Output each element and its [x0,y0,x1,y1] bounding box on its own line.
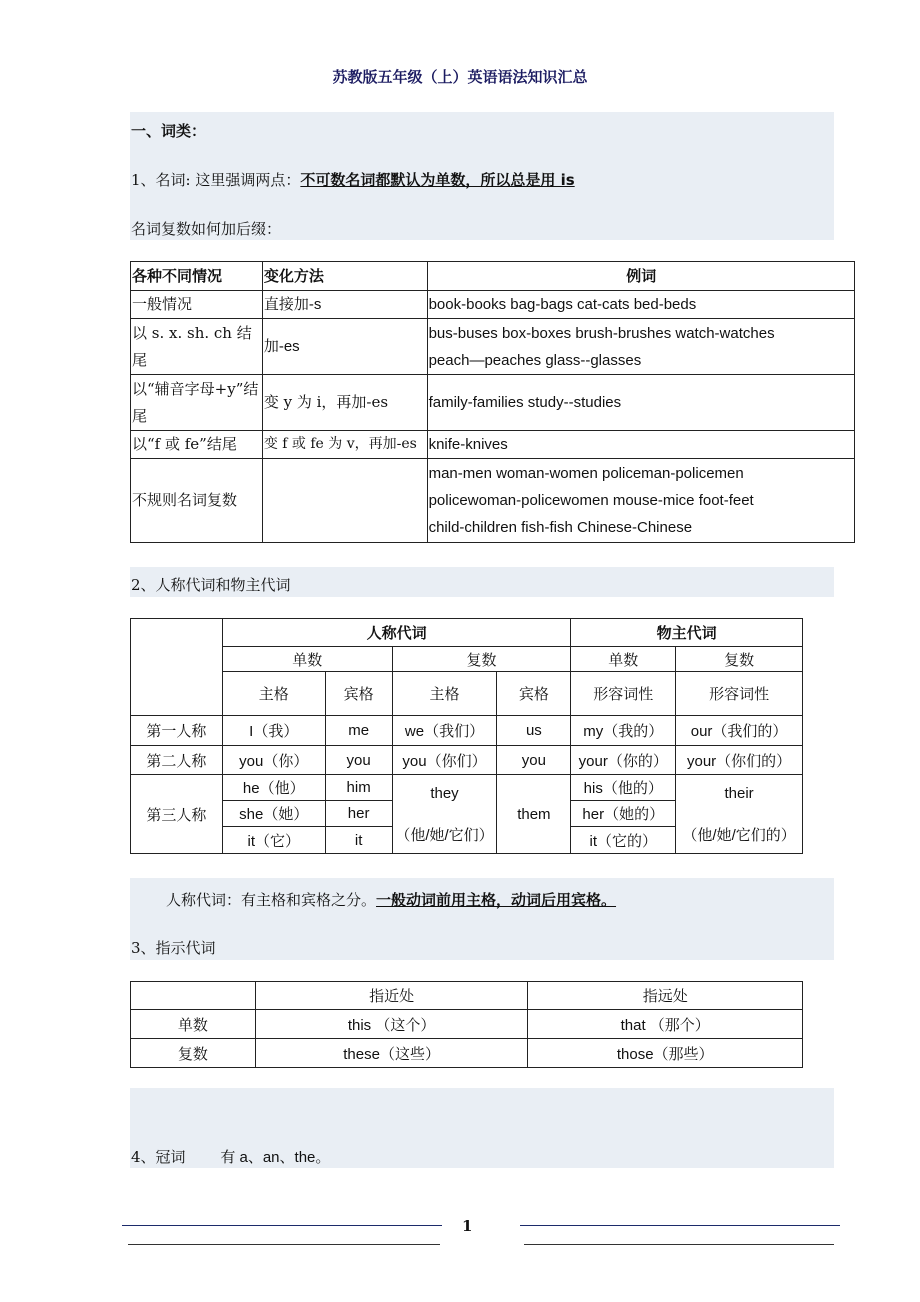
cell: he（他） [222,775,325,801]
example-line: child-children fish-fish Chinese-Chinese [428,519,693,536]
header-near: 指近处 [255,982,528,1010]
noun-point-prefix: 1、名词: 这里强调两点： [131,171,301,189]
cell-their [676,775,803,854]
example-line: policewoman-policewomen mouse-mice foot-feet [428,492,754,509]
row-case: 一般情况 [131,291,263,319]
row-examples: book-books bag-bags cat-cats bed-beds [427,291,854,319]
cell: us [497,716,571,746]
row-case: 以“辅音字母+y”结尾 [131,375,263,431]
row-examples [427,319,854,375]
cell: her（她的） [571,801,676,827]
row-examples: knife-knives [427,431,854,459]
pronoun-note-prefix: 人称代词：有主格和宾格之分。 [166,891,377,909]
table-header-row [131,647,803,672]
row-method [262,459,427,543]
pronoun-table [130,618,803,854]
they-word: they [430,785,459,802]
row-label: 第一人称 [131,716,223,746]
row-method: 直接加-s [262,291,427,319]
table-row [131,1010,803,1039]
row-case: 不规则名词复数 [131,459,263,543]
table-header-row [131,982,803,1010]
table-header-row [131,672,803,716]
cell: those（那些） [528,1039,803,1068]
section-2-heading: 2、人称代词和物主代词 [131,576,291,594]
row-examples [427,459,854,543]
their-word: their [724,785,754,802]
demonstrative-table [130,981,803,1068]
cell: him [325,775,392,801]
section-1-heading: 一、词类： [131,122,207,140]
cell: this （这个） [255,1010,528,1039]
table-header-row [131,262,855,291]
row-method: 变 f 或 fe 为 v，再加-es [262,431,427,459]
section-4 [131,1146,330,1167]
header-examples: 例词 [427,262,854,291]
cell: it（它的） [571,827,676,854]
table-row [131,375,855,431]
cell: these（这些） [255,1039,528,1068]
cell: his（他的） [571,775,676,801]
row-case: 以 s. x. sh. ch 结尾 [131,319,263,375]
row-examples: family-families study--studies [427,375,854,431]
header-plural: 复数 [676,647,803,672]
cell: you（你们） [392,746,497,775]
cell: it [325,827,392,854]
page-number: 1 [462,1217,473,1235]
cell: you [497,746,571,775]
group-possessive: 物主代词 [571,619,803,647]
table-row [131,431,855,459]
row-case: 以“f 或 fe”结尾 [131,431,263,459]
header-case: 各种不同情况 [131,262,263,291]
cell: my（我的） [571,716,676,746]
header-subject: 主格 [222,672,325,716]
footer-rule [128,1244,440,1245]
row-method: 变 y 为 i，再加-es [262,375,427,431]
corner-cell [131,982,256,1010]
footer-rule [524,1244,834,1245]
row-label: 第三人称 [131,775,223,854]
plural-intro: 名词复数如何加后缀： [131,220,282,238]
page-title: 苏教版五年级（上）英语语法知识汇总 [332,68,588,86]
table-header-row [131,619,803,647]
they-gloss: （他/她/它们） [395,827,494,844]
cell: you（你） [222,746,325,775]
noun-point-emphasis: 不可数名词都默认为单数，所以总是用 is [300,171,575,189]
table-row [131,319,855,375]
table-row [131,291,855,319]
cell: her [325,801,392,827]
row-label: 单数 [131,1010,256,1039]
cell: me [325,716,392,746]
header-plural: 复数 [392,647,571,672]
row-method: 加-es [262,319,427,375]
cell-them: them [497,775,571,854]
section-4-text: 有 a、an、the。 [220,1149,331,1166]
corner-cell [131,619,223,716]
table-row [131,459,855,543]
cell: we（我们） [392,716,497,746]
example-line: man-men woman-women policeman-policemen [428,465,744,482]
noun-point [131,169,575,190]
cell: it（它） [222,827,325,854]
cell: I（我） [222,716,325,746]
table-row [131,716,803,746]
cell: our（我们的） [676,716,803,746]
cell: your（你的） [571,746,676,775]
group-personal: 人称代词 [222,619,571,647]
example-line: peach—peaches glass--glasses [428,351,642,369]
section-3-heading: 3、指示代词 [131,939,216,957]
header-object: 宾格 [497,672,571,716]
table-row [131,775,803,801]
header-adjective: 形容词性 [676,672,803,716]
row-label: 第二人称 [131,746,223,775]
cell: that （那个） [528,1010,803,1039]
cell: she（她） [222,801,325,827]
header-adjective: 形容词性 [571,672,676,716]
table-row [131,1039,803,1068]
cell: your（你们的） [676,746,803,775]
header-singular: 单数 [222,647,392,672]
table-row [131,746,803,775]
plural-rules-table [130,261,855,543]
pronoun-note-emphasis: 一般动词前用主格，动词后用宾格。 [376,891,617,909]
pronoun-note [166,889,616,910]
header-object: 宾格 [325,672,392,716]
row-label: 复数 [131,1039,256,1068]
header-subject: 主格 [392,672,497,716]
their-gloss: （他/她/它们的） [682,827,796,844]
example-line: bus-buses box-boxes brush-brushes watch-watches [428,324,775,342]
footer-rule [122,1225,442,1226]
header-far: 指远处 [528,982,803,1010]
header-method: 变化方法 [262,262,427,291]
header-singular: 单数 [571,647,676,672]
cell-they [392,775,497,854]
footer-rule [520,1225,840,1226]
section-4-label: 4、冠词 [131,1148,186,1166]
cell: you [325,746,392,775]
